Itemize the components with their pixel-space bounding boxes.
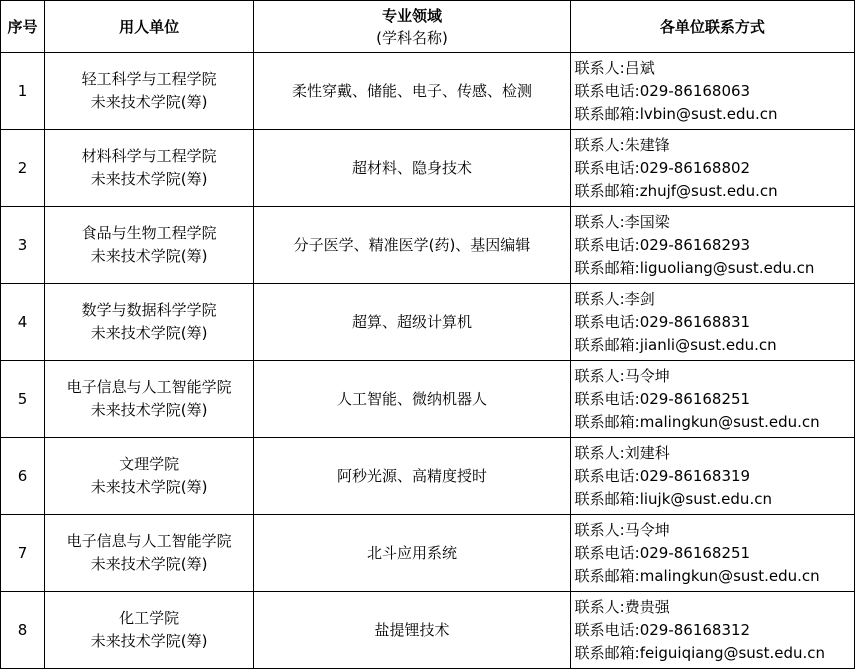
contact-person xyxy=(575,211,854,234)
row-contact xyxy=(570,515,854,592)
contact-email xyxy=(575,488,854,511)
contact-person-label: 联系人: xyxy=(574,520,625,539)
contact-email xyxy=(575,411,854,434)
table-row xyxy=(1,592,855,669)
header-contact: 各单位联系方式 xyxy=(570,1,854,53)
row-index: 3 xyxy=(1,207,45,284)
contact-phone-label: 联系电话: xyxy=(574,81,640,100)
contact-phone-value: 029-86168802 xyxy=(639,158,751,177)
contact-person-label: 联系人: xyxy=(574,289,625,308)
contact-phone xyxy=(575,542,854,565)
contact-person xyxy=(575,442,854,465)
row-unit xyxy=(45,130,254,207)
contact-phone-value: 029-86168293 xyxy=(639,235,751,254)
row-index: 4 xyxy=(1,284,45,361)
contact-person-value: 马令坤 xyxy=(624,366,670,385)
contact-phone-label: 联系电话: xyxy=(574,235,640,254)
contact-email xyxy=(575,257,854,280)
contact-email-label: 联系邮箱: xyxy=(574,335,640,354)
contact-person-value: 费贵强 xyxy=(624,597,670,616)
contact-person-value: 刘建科 xyxy=(624,443,670,462)
contact-email-label: 联系邮箱: xyxy=(574,643,640,662)
row-index: 5 xyxy=(1,361,45,438)
contact-email-label: 联系邮箱: xyxy=(574,104,640,123)
contact-phone-label: 联系电话: xyxy=(574,389,640,408)
contact-phone-label: 联系电话: xyxy=(574,312,640,331)
header-index: 序号 xyxy=(1,1,45,53)
row-index: 6 xyxy=(1,438,45,515)
contact-phone-value: 029-86168063 xyxy=(639,81,751,100)
unit-secondary-name: 未来技术学院(筹) xyxy=(90,93,208,111)
row-unit xyxy=(45,207,254,284)
row-field: 柔性穿戴、储能、电子、传感、检测 xyxy=(254,53,570,130)
row-contact xyxy=(570,53,854,130)
row-field: 阿秒光源、高精度授时 xyxy=(254,438,570,515)
contact-phone xyxy=(575,80,854,103)
contact-email-value[interactable]: liujk@sust.edu.cn xyxy=(639,489,772,508)
contact-person xyxy=(575,365,854,388)
contact-person-label: 联系人: xyxy=(574,443,625,462)
contact-phone xyxy=(575,388,854,411)
contact-phone xyxy=(575,311,854,334)
row-contact xyxy=(570,438,854,515)
contact-phone-value: 029-86168251 xyxy=(639,543,751,562)
contact-email xyxy=(575,180,854,203)
contact-phone xyxy=(575,465,854,488)
contact-person xyxy=(575,519,854,542)
contact-email-label: 联系邮箱: xyxy=(574,566,640,585)
contact-phone-label: 联系电话: xyxy=(574,620,640,639)
contact-email-label: 联系邮箱: xyxy=(574,489,640,508)
table-row xyxy=(1,130,855,207)
contact-phone xyxy=(575,234,854,257)
unit-secondary-name: 未来技术学院(筹) xyxy=(90,170,208,188)
unit-secondary-name: 未来技术学院(筹) xyxy=(90,478,208,496)
table-row xyxy=(1,438,855,515)
contact-person-label: 联系人: xyxy=(574,597,625,616)
header-row xyxy=(1,1,855,53)
unit-name: 轻工科学与工程学院 xyxy=(81,70,217,88)
row-contact xyxy=(570,592,854,669)
unit-name: 材料科学与工程学院 xyxy=(81,147,217,165)
contact-email xyxy=(575,642,854,665)
contact-person xyxy=(575,596,854,619)
contact-email xyxy=(575,565,854,588)
row-contact xyxy=(570,207,854,284)
table-row xyxy=(1,284,855,361)
unit-name: 化工学院 xyxy=(119,609,180,627)
table-row xyxy=(1,53,855,130)
row-field: 人工智能、微纳机器人 xyxy=(254,361,570,438)
header-unit: 用人单位 xyxy=(45,1,254,53)
row-field: 北斗应用系统 xyxy=(254,515,570,592)
contact-email-value[interactable]: jianli@sust.edu.cn xyxy=(639,335,777,354)
contact-phone-label: 联系电话: xyxy=(574,466,640,485)
row-contact xyxy=(570,130,854,207)
row-index: 7 xyxy=(1,515,45,592)
contact-email-value[interactable]: lvbin@sust.edu.cn xyxy=(639,104,778,123)
contact-phone-value: 029-86168251 xyxy=(639,389,751,408)
contact-email-value[interactable]: malingkun@sust.edu.cn xyxy=(639,566,820,585)
contact-person xyxy=(575,57,854,80)
contact-person-value: 李剑 xyxy=(624,289,655,308)
contact-person-value: 李国梁 xyxy=(624,212,670,231)
unit-name: 食品与生物工程学院 xyxy=(81,224,217,242)
contact-phone-value: 029-86168319 xyxy=(639,466,751,485)
contact-phone-label: 联系电话: xyxy=(574,543,640,562)
row-unit xyxy=(45,361,254,438)
contact-person xyxy=(575,134,854,157)
row-field: 超算、超级计算机 xyxy=(254,284,570,361)
contact-email-label: 联系邮箱: xyxy=(574,258,640,277)
row-index: 1 xyxy=(1,53,45,130)
row-unit xyxy=(45,438,254,515)
unit-name: 电子信息与人工智能学院 xyxy=(66,378,232,396)
row-unit xyxy=(45,515,254,592)
row-contact xyxy=(570,361,854,438)
unit-secondary-name: 未来技术学院(筹) xyxy=(90,247,208,265)
contact-phone-value: 029-86168312 xyxy=(639,620,751,639)
unit-secondary-name: 未来技术学院(筹) xyxy=(90,632,208,650)
contact-person xyxy=(575,288,854,311)
header-field xyxy=(254,1,570,53)
row-unit xyxy=(45,53,254,130)
contact-email-label: 联系邮箱: xyxy=(574,181,640,200)
contact-person-value: 朱建锋 xyxy=(624,135,670,154)
row-contact xyxy=(570,284,854,361)
contact-phone-label: 联系电话: xyxy=(574,158,640,177)
contact-phone xyxy=(575,619,854,642)
contact-email-label: 联系邮箱: xyxy=(574,412,640,431)
row-unit xyxy=(45,592,254,669)
table-row xyxy=(1,361,855,438)
row-field: 分子医学、精准医学(药)、基因编辑 xyxy=(254,207,570,284)
row-index: 8 xyxy=(1,592,45,669)
row-unit xyxy=(45,284,254,361)
header-field-subtitle: (学科名称) xyxy=(376,28,448,47)
unit-secondary-name: 未来技术学院(筹) xyxy=(90,324,208,342)
header-field-title: 专业领域 xyxy=(381,6,442,25)
contact-email-value[interactable]: feiguiqiang@sust.edu.cn xyxy=(639,643,826,662)
contact-person-label: 联系人: xyxy=(574,212,625,231)
table-row xyxy=(1,207,855,284)
contact-phone-value: 029-86168831 xyxy=(639,312,751,331)
contact-email-value[interactable]: malingkun@sust.edu.cn xyxy=(639,412,820,431)
unit-name: 数学与数据科学学院 xyxy=(81,301,217,319)
row-field: 盐提锂技术 xyxy=(254,592,570,669)
unit-name: 文理学院 xyxy=(119,455,180,473)
contact-person-label: 联系人: xyxy=(574,366,625,385)
contact-person-value: 马令坤 xyxy=(624,520,670,539)
contact-email-value[interactable]: liguoliang@sust.edu.cn xyxy=(639,258,815,277)
contact-person-label: 联系人: xyxy=(574,58,625,77)
row-index: 2 xyxy=(1,130,45,207)
unit-secondary-name: 未来技术学院(筹) xyxy=(90,401,208,419)
contact-person-value: 吕斌 xyxy=(624,58,655,77)
contact-person-label: 联系人: xyxy=(574,135,625,154)
table-row xyxy=(1,515,855,592)
unit-secondary-name: 未来技术学院(筹) xyxy=(90,555,208,573)
contact-email xyxy=(575,334,854,357)
contact-email xyxy=(575,103,854,126)
contact-email-value[interactable]: zhujf@sust.edu.cn xyxy=(639,181,778,200)
contact-phone xyxy=(575,157,854,180)
row-field: 超材料、隐身技术 xyxy=(254,130,570,207)
unit-name: 电子信息与人工智能学院 xyxy=(66,532,232,550)
